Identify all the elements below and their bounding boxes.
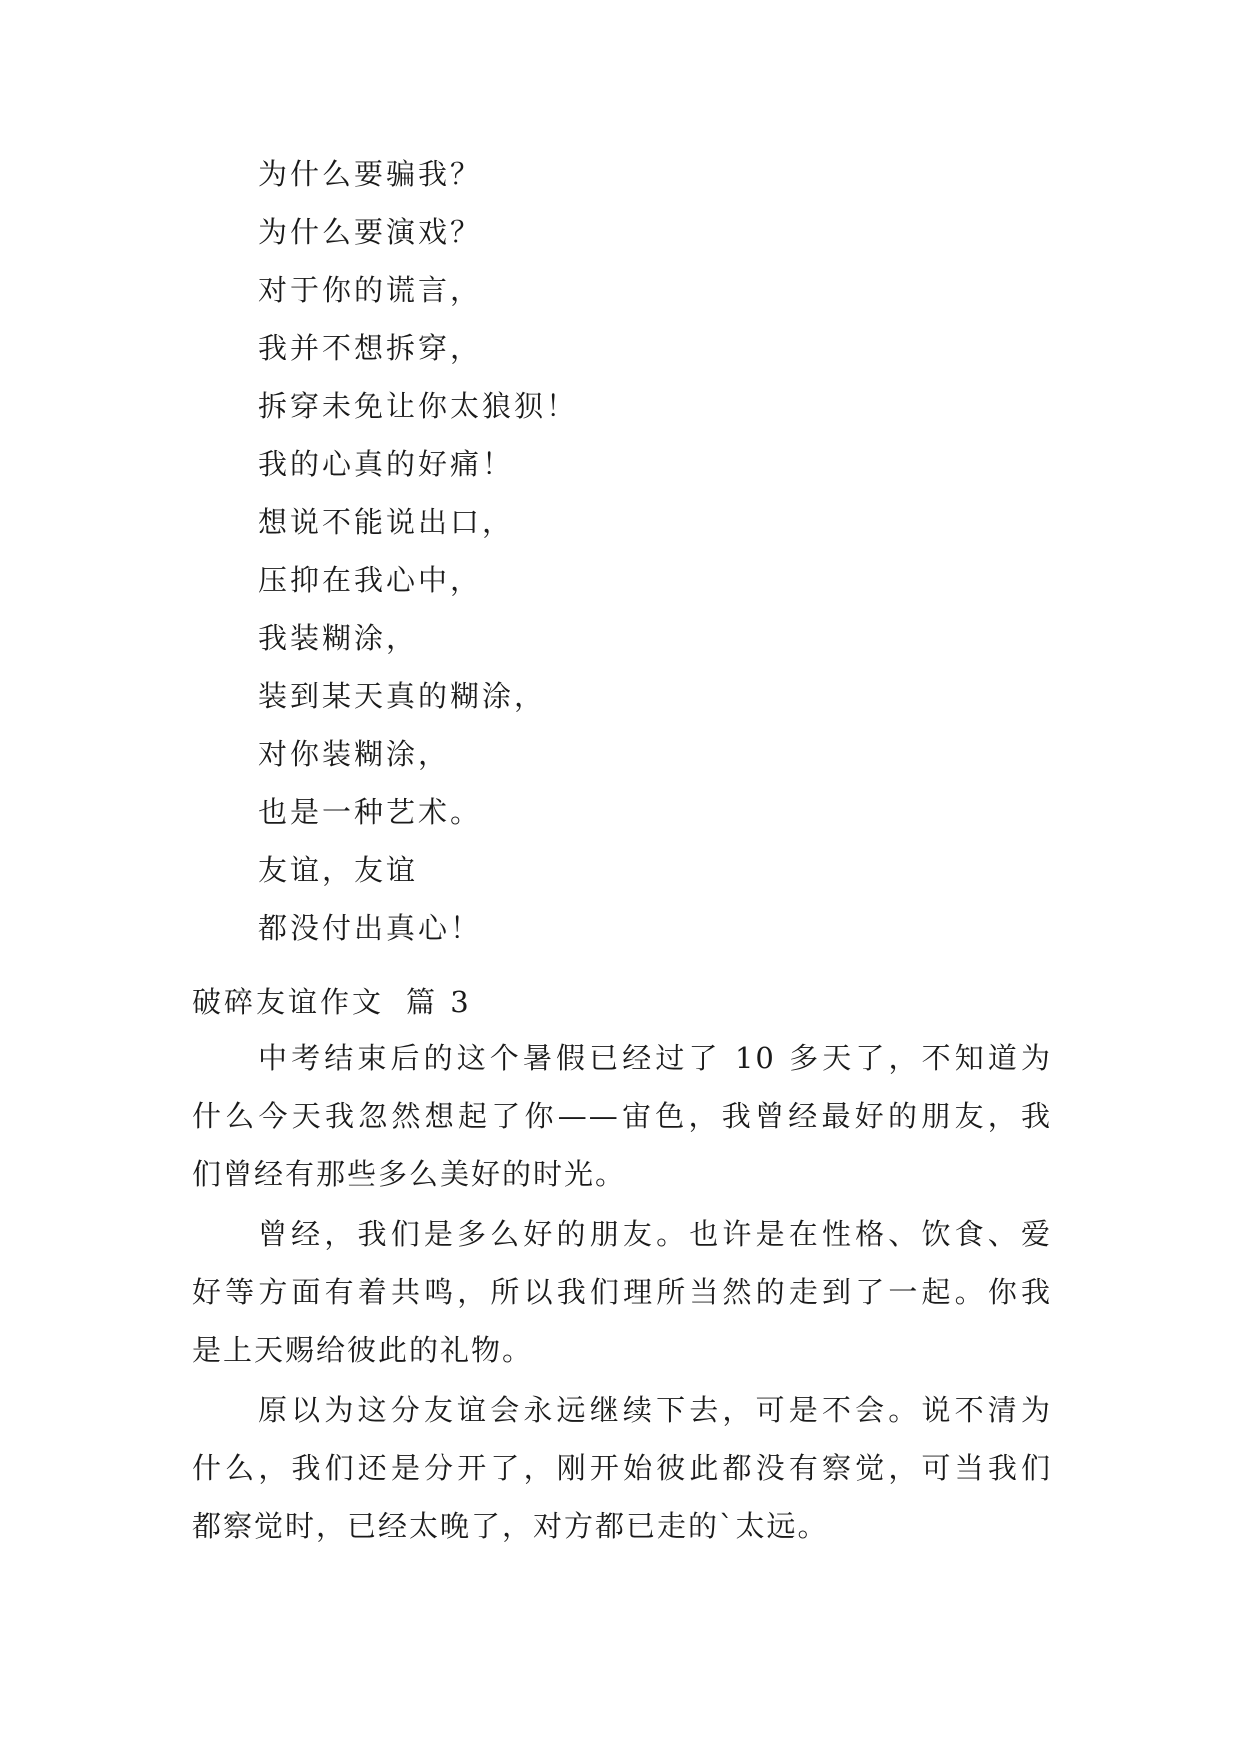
paragraph-line: 好等方面有着共鸣，所以我们理所当然的走到了一起。你我: [192, 1275, 1052, 1309]
poem-line: 想说不能说出口，: [258, 505, 515, 539]
poem-line: 我并不想拆穿，: [258, 331, 483, 365]
poem-line: 友谊，友谊: [258, 853, 419, 887]
poem-line: 都没付出真心！: [258, 911, 483, 945]
section-heading: [192, 985, 472, 1019]
paragraph: [192, 1041, 1052, 1218]
paragraph-line: 什么今天我忽然想起了你——宙色，我曾经最好的朋友，我: [192, 1099, 1052, 1133]
paragraph-line: 曾经，我们是多么好的朋友。也许是在性格、饮食、爱: [258, 1217, 1052, 1251]
paragraph-line: 什么，我们还是分开了，刚开始彼此都没有察觉，可当我们: [192, 1451, 1052, 1485]
poem-block: [258, 157, 1058, 972]
poem-line: 对于你的谎言，: [258, 273, 483, 307]
section-number: 篇 3: [406, 985, 472, 1019]
poem-line: 也是一种艺术。: [258, 795, 483, 829]
poem-line: 压抑在我心中，: [258, 563, 483, 597]
poem-line: 装到某天真的糊涂，: [258, 679, 547, 713]
paragraph-line: 是上天赐给彼此的礼物。: [192, 1333, 534, 1367]
poem-line: 我的心真的好痛！: [258, 447, 515, 481]
paragraph: [192, 1217, 1052, 1394]
paragraph: [192, 1393, 1052, 1570]
paragraph-line: 都察觉时，已经太晚了，对方都已走的`太远。: [192, 1509, 829, 1543]
poem-line: 为什么要骗我？: [258, 157, 483, 191]
poem-line: 对你装糊涂，: [258, 737, 451, 771]
paragraph-line: 中考结束后的这个暑假已经过了 10 多天了，不知道为: [258, 1041, 1052, 1075]
poem-line: 拆穿未免让你太狼狈！: [258, 389, 579, 423]
poem-line: 为什么要演戏？: [258, 215, 483, 249]
paragraph-line: 原以为这分友谊会永远继续下去，可是不会。说不清为: [258, 1393, 1052, 1427]
poem-line: 我装糊涂，: [258, 621, 419, 655]
paragraph-line: 们曾经有那些多么美好的时光。: [192, 1157, 627, 1191]
section-title: 破碎友谊作文: [192, 985, 385, 1019]
